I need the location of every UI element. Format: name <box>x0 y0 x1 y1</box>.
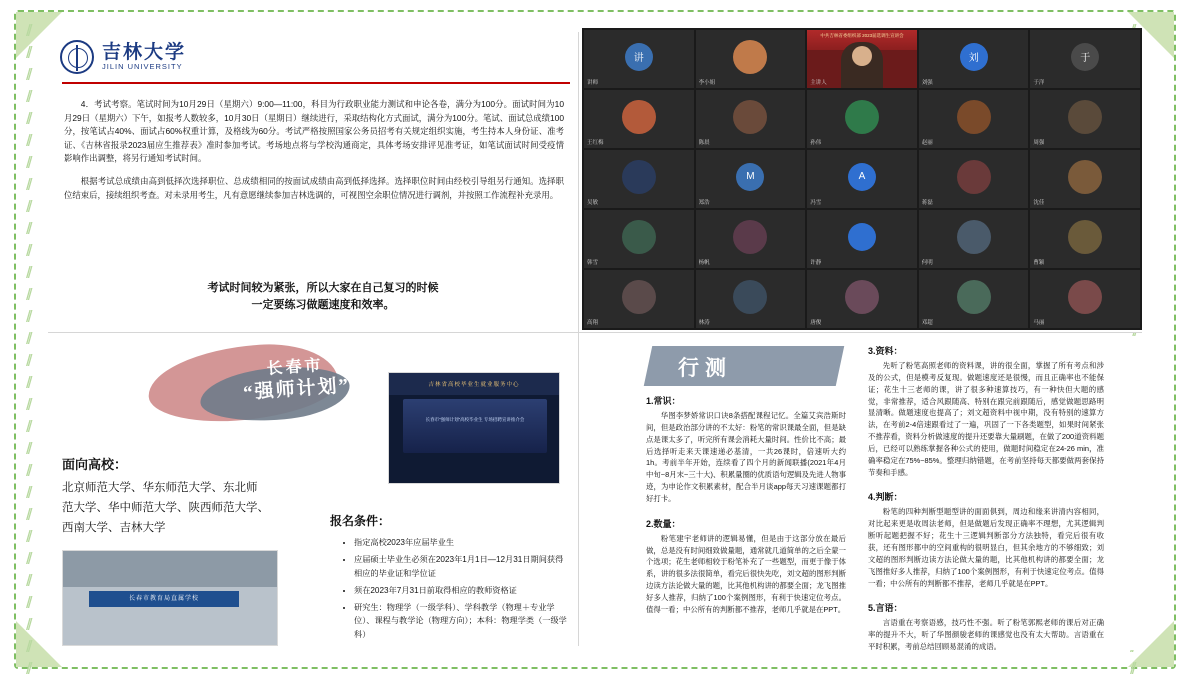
participant-name: 马丽 <box>1033 320 1045 326</box>
header-red-rule <box>62 82 570 84</box>
exam-notice-paragraph: 4．考试考察。笔试时间为10月29日（星期六）9:00—11:00，科目为行政职业能力测试和申论各卷，满分为100分。面试时间为10月29日（星期六）下午，如报考人数较多，10月30日（星期日）继续进行，采取结构化方式面试，满分为100分。笔试、面试总成绩100分，按笔试占40%、面试占60%权重计算，及格线为60分。考试严格按照国家公务员招考有关规定组织实施，考生持本人身份证、准考证、《吉林省报录2023届应生推荐表》准时参加考试。考场地点将与学校沟通商定，具体考场安排评见准考证，如笔试面试时间受疫情影响作出调整，将另行通知考试时间。 <box>64 99 564 164</box>
participant-name: 邓超 <box>921 320 933 326</box>
participant-name: 高翔 <box>587 320 599 326</box>
xingce-body: 粉笔的四种判断型题型讲的面面俱到，周边和缘来讲清内容相同，对比起来更是收周法老师，但是做题后发现正确率不理想，尤其逻辑判断听起题把握不好；花生十三逻辑判断部分方法独特，看完后很有收获，还有图形都中的空间重构的很明显白，但其余地方的不够细致；刘文超的图形判断边读方法论做大量的题，比其他机构讲的都要全面；龙飞图推好多人推荐，归纳了100个案例图形，有利于快速定位考点。值得一看；中公所有的判断都不推荐，老师几乎就是在PPT。 <box>868 507 1104 588</box>
horizontal-divider <box>48 332 1142 333</box>
xingce-heading: 5.言语： <box>868 603 903 614</box>
exam-notice-panel <box>48 28 576 330</box>
xingce-right-column <box>868 344 1104 665</box>
university-seal-icon <box>60 40 94 74</box>
xingce-left-column <box>646 394 846 628</box>
participant-name: 杨帆 <box>698 260 710 266</box>
avatar <box>733 100 767 134</box>
participant-name: 王红梅 <box>587 140 604 146</box>
participant-tile[interactable] <box>1030 210 1140 268</box>
speaker-figure <box>841 42 883 88</box>
participant-tile[interactable] <box>807 30 917 88</box>
participant-name: 韩雪 <box>587 260 599 266</box>
target-schools-title: 面向高校： <box>62 457 128 472</box>
highlight-line-2: 一定要练习做题速度和效率。 <box>251 298 395 311</box>
avatar <box>1068 100 1102 134</box>
requirements-title: 报名条件： <box>330 514 391 528</box>
xingce-body: 华图李梦娇常识口诀8条搭配课程记忆。全篇艾宾浩斯时间，但是政治部分讲的不太好：粉笔的常识课最全面，但是缺点是课太多了，听完所有课会消耗大量时间。性价比不高；最后选择听走来天课速递必基清，一共26课时，倍速听大约1h。考前半年开始，连续看了四个月的新闻联播(2021年4月中旬~8月末~三十大)、积累量圈的优质语句逻辑及先进人物事迹，为申论作文积累素材，配合半月谈app每天习速课题都打好打卡。 <box>646 411 846 503</box>
participant-tile[interactable] <box>696 270 806 328</box>
participant-tile[interactable] <box>1030 90 1140 148</box>
participant-tile[interactable] <box>584 150 694 208</box>
vertical-divider <box>578 32 579 646</box>
highlight-line-1: 考试时间较为紧张，所以大家在自己复习的时候 <box>207 282 439 294</box>
list-item: • 应届硕士毕业生必须在2023年1月1日—12月31日期间获得相应的毕业证和学位证 <box>354 553 570 580</box>
recruitment-venue-photo <box>388 372 560 484</box>
university-logo <box>60 40 186 74</box>
avatar <box>1068 160 1102 194</box>
participant-name: 冯雪 <box>810 200 822 206</box>
exam-notice-paragraph: 根据考试总成绩由高到低择次选择职位、总成绩相同的按面试成绩由高到低择选择。选择职位时间由经校引导组另行通知。选择职位结束后，接续组织考查。对未录用考生，凡有意愿继续参加吉林选调的，可视图空余职位情况进行调剂，并按照工作流程补充录用。 <box>64 176 564 200</box>
participant-name: 于洋 <box>1033 80 1045 86</box>
avatar <box>845 280 879 314</box>
avatar <box>622 280 656 314</box>
xingce-body: 粉笔建宇老师讲的逻辑易懂，但是由于这部分放在最后做，总是没有时间细致做量题，通常就几道简单的之后全蒙一个选项；花生老师相较于粉笔补充了一些题型，而更于像于体系，讲的很多法很简单，看完后很快先吃，刘文超的图形判断边读方法论做大量的题，比其他机构讲的都要全面；龙飞图推好多人推荐，归纳了100个案例图形，有利于快速定位考点。值得一看；中公所有的判断都不推荐，老师几乎就是在PPT。 <box>646 533 846 614</box>
participant-name: 刘强 <box>921 80 933 86</box>
avatar <box>957 280 991 314</box>
participant-tile[interactable] <box>919 90 1029 148</box>
participant-tile[interactable] <box>919 210 1029 268</box>
participant-name: 蒋磊 <box>921 200 933 206</box>
xingce-banner-shape <box>644 346 845 386</box>
plan-title-line-2: “强师计划” <box>242 375 351 404</box>
target-schools-list <box>62 478 362 538</box>
content-card <box>48 28 1142 650</box>
school-sign-caption: 长春市教育局直属学校 <box>89 591 239 607</box>
avatar <box>733 280 767 314</box>
participant-name: 唐俊 <box>810 320 822 326</box>
avatar <box>1068 280 1102 314</box>
target-school-line: 范大学、华中师范大学、陕西师范大学、 <box>62 502 269 515</box>
venue-screen-text: 长春市“强师计划”高校毕业生 专场招聘宣讲推介会 <box>403 399 547 453</box>
participant-tile[interactable] <box>1030 30 1140 88</box>
participant-name: 郑浩 <box>698 200 710 206</box>
participant-name: 周强 <box>1033 140 1045 146</box>
xingce-heading: 4.判断： <box>868 492 903 503</box>
avatar: M <box>736 163 764 191</box>
participant-tile[interactable] <box>919 270 1029 328</box>
university-name-en: JILIN UNIVERSITY <box>102 62 183 72</box>
avatar: A <box>848 163 876 191</box>
participant-tile[interactable] <box>1030 270 1140 328</box>
xingce-heading: 1.常识： <box>646 396 681 406</box>
participant-name: 林涛 <box>698 320 710 326</box>
participant-name: 沈佳 <box>1033 200 1045 206</box>
participant-tile[interactable] <box>696 30 806 88</box>
target-school-line: 北京师范大学、华东师范大学、东北师 <box>62 482 258 494</box>
avatar <box>957 100 991 134</box>
participant-name: 李小姐 <box>698 80 716 86</box>
avatar <box>733 220 767 254</box>
school-building-photo <box>62 550 278 646</box>
avatar <box>845 100 879 134</box>
right-slash-decoration: // <box>1130 659 1134 678</box>
xingce-banner-title: 行测 <box>678 356 732 380</box>
participant-name: 吴敏 <box>587 200 599 206</box>
participant-name: 曹颖 <box>1033 260 1045 266</box>
university-name-cn: 吉林大学 <box>102 41 187 63</box>
participant-name: 主讲人 <box>810 80 827 86</box>
xingce-body: 言语重在考察语感，技巧性不强。听了粉笔郭熙老师的课后对正确率的提升不大，听了华图颜骏老师的课感觉也没有太大帮助。言语重在平时积累，考前总结回顾易混淆的成语。 <box>868 618 1104 652</box>
zoom-meeting-grid[interactable] <box>582 28 1142 330</box>
participant-tile[interactable] <box>584 270 694 328</box>
avatar <box>957 220 991 254</box>
xingce-body: 先听了粉笔高照老师的资料课，讲的很全面，掌握了所有考点和涉及的公式，但是模考反复现。做题速度还是很慢，而且正确率也不能保证；花生十三老师的课，讲了很多种速算技巧，有一种快但大题的感觉，非常推荐，适合风跟随高、特别在跟完前跟随后，感觉做题思路明显清晰。做题速度也提高了；刘文超资料中视中期，没有特别的速算方法，在考前2-4倍速跟看过了一遍，巩固了一下各类题型，如果时间紧张不推荐看，资料分析做速度的提升还要靠大量刷题，在做了200道资料题后，已经可以熟练掌握各种公式的使用，做题时间稳定在24-26 min，准确率稳定在75%~85%。整理归纳错题，在考前坚持每天都要做两套保持节奏和手感。 <box>868 361 1104 477</box>
left-slash-decoration: // // // // // // // // // // // // // // // // // // // // // // // // // // // // // // <box>26 21 30 678</box>
participant-tile[interactable] <box>1030 150 1140 208</box>
strong-teacher-plan-panel <box>48 336 576 650</box>
participant-tile[interactable] <box>919 30 1029 88</box>
requirements-list <box>342 536 570 645</box>
list-item: • 须在2023年7月31日前取得相应的教师资格证 <box>354 584 570 597</box>
avatar <box>957 160 991 194</box>
avatar <box>733 40 767 74</box>
xingce-heading: 3.资料： <box>868 346 903 356</box>
participant-name: 讲师 <box>587 80 599 86</box>
participant-name: 许静 <box>810 260 822 266</box>
target-school-line: 西南大学、吉林大学 <box>62 522 166 535</box>
plan-title-line-1: 长春市 <box>266 357 325 378</box>
avatar <box>622 220 656 254</box>
avatar <box>622 100 656 134</box>
list-item: • 指定高校2023年应届毕业生 <box>354 536 570 549</box>
avatar <box>1068 220 1102 254</box>
participant-name: 陈晨 <box>698 140 710 146</box>
participant-name: 赵丽 <box>921 140 933 146</box>
avatar: 于 <box>1071 43 1099 71</box>
xingce-panel <box>582 336 1142 650</box>
participant-tile[interactable] <box>807 210 917 268</box>
participant-tile[interactable] <box>584 90 694 148</box>
participant-tile[interactable] <box>919 150 1029 208</box>
participant-name: 孙伟 <box>810 140 822 146</box>
participant-tile[interactable] <box>584 210 694 268</box>
participant-tile[interactable] <box>696 90 806 148</box>
participant-tile[interactable] <box>696 150 806 208</box>
list-item: • 研究生：物理学（一级学科）、学科教学（物理＋专业学位）、课程与教学论（物理方向）；本科：物理学类（一级学科） <box>354 601 570 641</box>
participant-tile[interactable] <box>807 90 917 148</box>
speaker-banner: 中共吉林省委组织部 2023届选调生宣讲会 <box>807 30 917 50</box>
avatar: 刘 <box>960 43 988 71</box>
participant-tile[interactable] <box>696 210 806 268</box>
exam-notice-body <box>64 98 564 211</box>
exam-highlight-note <box>158 280 488 313</box>
participant-tile[interactable] <box>807 150 917 208</box>
avatar <box>622 160 656 194</box>
xingce-heading: 2.数量： <box>646 518 681 529</box>
avatar <box>848 223 876 251</box>
avatar: 讲 <box>625 43 653 71</box>
participant-name: 何明 <box>921 260 933 266</box>
participant-tile[interactable] <box>584 30 694 88</box>
venue-sign-caption: 吉林省高校毕业生就业服务中心 <box>389 373 559 395</box>
participant-tile[interactable] <box>807 270 917 328</box>
